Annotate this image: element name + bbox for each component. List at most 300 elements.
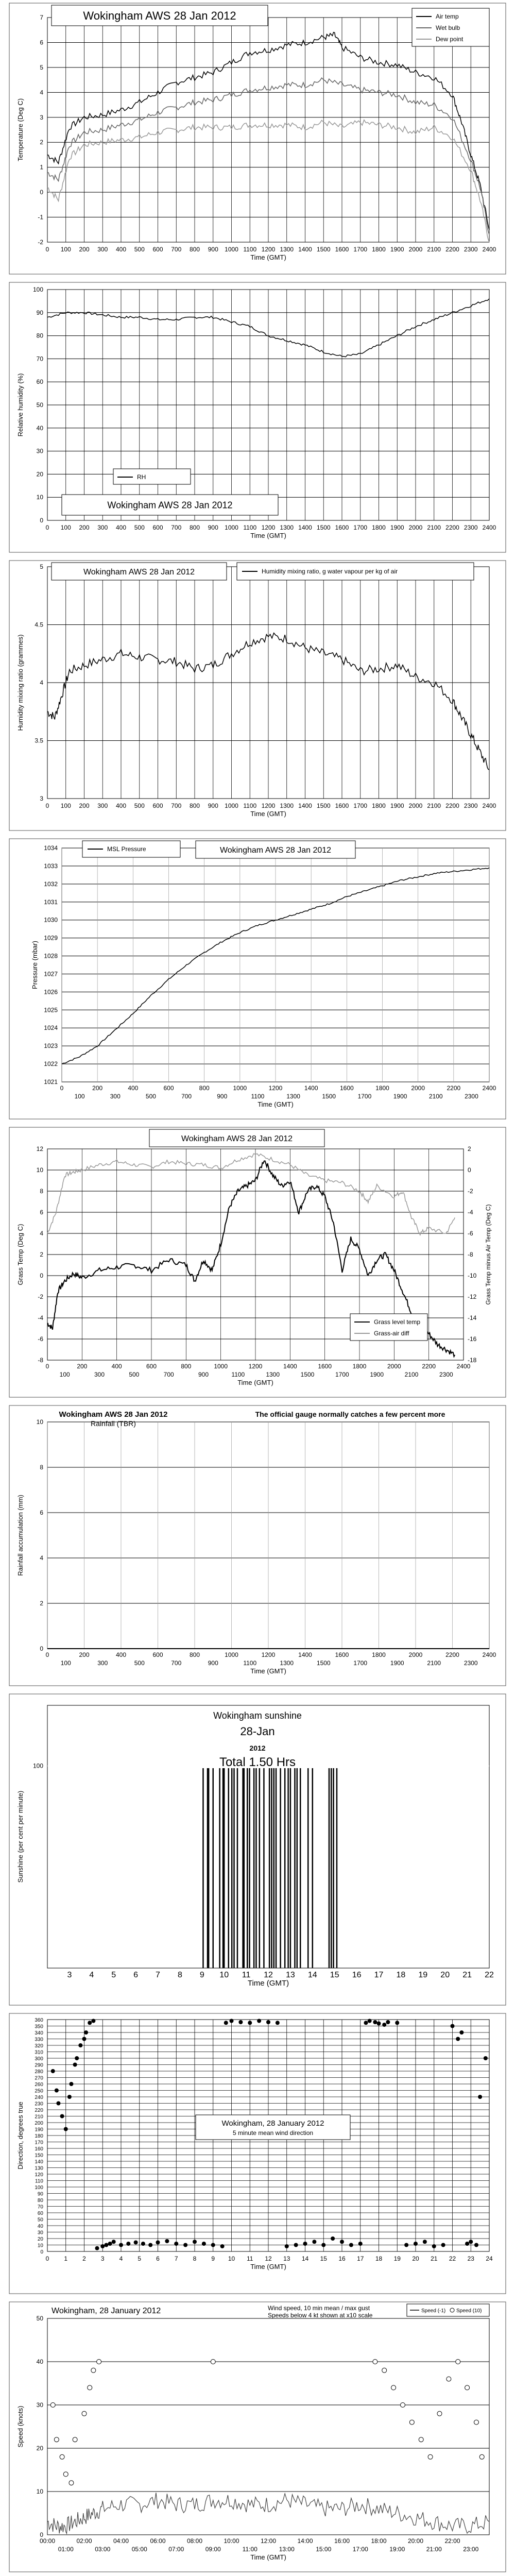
x-tick-label-major: 400 xyxy=(128,1084,139,1092)
direction-point xyxy=(441,2243,445,2247)
x-tick-label-minor: 2100 xyxy=(428,1093,443,1100)
x-tick-label-major: 1800 xyxy=(372,1651,386,1658)
x-tick-label: 11 xyxy=(247,2255,253,2262)
x-tick-label-minor: 1900 xyxy=(370,1371,384,1378)
y-tick-label: 60 xyxy=(36,378,43,386)
direction-point xyxy=(465,2242,469,2246)
direction-point xyxy=(112,2240,116,2244)
chart-title: Wokingham, 28 January 2012 xyxy=(221,2119,324,2128)
x-tick-label-major: 2200 xyxy=(422,1363,436,1370)
x-tick-label: 2000 xyxy=(408,524,423,531)
x-tick-label: 1100 xyxy=(243,524,257,531)
x-tick-label: 2200 xyxy=(445,524,459,531)
x-tick-label: 400 xyxy=(115,524,127,531)
direction-point xyxy=(224,2021,228,2025)
legend-label: Speed (-1) xyxy=(421,2308,446,2314)
direction-point xyxy=(220,2244,225,2248)
legend-label: Wet bulb xyxy=(436,24,460,31)
mixing-ratio-chart xyxy=(0,556,515,835)
x-tick-label-major: 20:00 xyxy=(407,2537,424,2545)
speed-point xyxy=(82,2411,87,2416)
x-tick-label: 300 xyxy=(97,524,108,531)
x-tick-label: 3 xyxy=(67,1971,72,1979)
y-tick-label: -4 xyxy=(38,1314,43,1321)
x-tick-label: 1400 xyxy=(298,802,312,809)
x-tick-label-major: 1400 xyxy=(304,1084,318,1092)
direction-point xyxy=(238,2020,243,2024)
direction-point xyxy=(230,2019,234,2023)
x-tick-label: 2100 xyxy=(427,524,441,531)
x-tick-label: 500 xyxy=(134,246,145,253)
x-tick-label: 2000 xyxy=(408,802,423,809)
x-tick-label: 1600 xyxy=(335,524,349,531)
chart-subtitle: Rainfall (TBR) xyxy=(91,1419,136,1428)
speed-point xyxy=(60,2454,64,2459)
y-tick-label: 1027 xyxy=(44,970,58,978)
speed-point xyxy=(419,2437,423,2442)
x-tick-label-minor: 1700 xyxy=(335,1371,349,1378)
pressure-chart xyxy=(0,835,515,1123)
x-tick-label: 1300 xyxy=(280,802,294,809)
y-tick-label: 5 xyxy=(40,563,43,570)
legend-label: Dew point xyxy=(436,36,464,43)
x-tick-label-major: 1400 xyxy=(298,1651,312,1658)
x-tick-label-major: 1600 xyxy=(339,1084,354,1092)
x-tick-label: 8 xyxy=(193,2255,197,2262)
x-tick-label: 300 xyxy=(97,246,108,253)
x-tick-label: 7 xyxy=(156,1971,160,1979)
direction-point xyxy=(56,2102,60,2106)
x-tick-label: 12 xyxy=(265,2255,272,2262)
x-tick-label-major: 800 xyxy=(189,1651,200,1658)
x-axis-label: Time (GMT) xyxy=(250,532,286,539)
y-tick-label: 12 xyxy=(36,1145,43,1153)
chart-subtitle: 5 minute mean wind direction xyxy=(232,2129,314,2137)
y-axis-label: Pressure (mbar) xyxy=(31,941,39,989)
x-tick-label-major: 800 xyxy=(199,1084,210,1092)
x-tick-label-minor: 15:00 xyxy=(316,2546,332,2553)
x-tick-label-major: 14:00 xyxy=(297,2537,313,2545)
y-tick-label: 1021 xyxy=(44,1078,58,1086)
x-tick-label: 22 xyxy=(449,2255,456,2262)
y-tick-label: -6 xyxy=(38,1335,43,1343)
x-tick-label-minor: 1500 xyxy=(322,1093,336,1100)
x-tick-label-major: 08:00 xyxy=(186,2537,203,2545)
grass-temperature-panel xyxy=(0,1123,515,1401)
x-tick-label-major: 2000 xyxy=(411,1084,425,1092)
y-tick-label-right: -2 xyxy=(468,1188,473,1195)
x-tick-label: 2300 xyxy=(464,524,478,531)
x-tick-label: 200 xyxy=(79,802,90,809)
x-axis-label: Time (GMT) xyxy=(250,810,286,818)
x-tick-label-minor: 01:00 xyxy=(58,2546,74,2553)
y-tick-label: 40 xyxy=(36,2358,43,2365)
y-axis-label: Direction, degrees true xyxy=(16,2102,24,2170)
x-tick-label-minor: 1500 xyxy=(300,1371,315,1378)
direction-point xyxy=(148,2243,152,2247)
direction-point xyxy=(478,2095,482,2099)
x-tick-label: 1500 xyxy=(316,246,331,253)
speed-point xyxy=(50,2403,55,2408)
x-tick-label-major: 1000 xyxy=(225,1651,238,1658)
y-tick-label: 1023 xyxy=(44,1042,58,1050)
y-tick-label: 2 xyxy=(40,139,43,146)
y-tick-label: 90 xyxy=(37,2191,43,2197)
direction-point xyxy=(276,2021,280,2025)
y-tick-label: 0 xyxy=(40,1645,43,1652)
x-tick-label: 1100 xyxy=(243,802,257,809)
legend-label: Speed (10) xyxy=(456,2308,482,2314)
x-tick-label: 300 xyxy=(97,802,108,809)
x-tick-label-major: 18:00 xyxy=(371,2537,387,2545)
y-tick-label: 1029 xyxy=(44,934,58,942)
x-tick-label: 2000 xyxy=(408,246,423,253)
x-tick-label-major: 1800 xyxy=(375,1084,389,1092)
wind-speed-panel xyxy=(0,2298,515,2576)
x-tick-label: 6 xyxy=(133,1971,139,1979)
direction-point xyxy=(104,2243,108,2247)
x-tick-label-major: 22:00 xyxy=(444,2537,460,2545)
y-tick-label: 50 xyxy=(36,401,43,409)
x-tick-label-minor: 1100 xyxy=(251,1093,265,1100)
y-tick-label: 100 xyxy=(35,2185,43,2191)
direction-point xyxy=(340,2240,344,2244)
x-tick-label-minor: 09:00 xyxy=(205,2546,221,2553)
x-tick-label: 600 xyxy=(152,802,163,809)
direction-point xyxy=(377,2022,381,2026)
direction-point xyxy=(119,2243,123,2247)
y-axis-label: Humidity mixing ratio (grammes) xyxy=(16,634,24,731)
direction-point xyxy=(100,2244,105,2248)
x-tick-label: 2100 xyxy=(427,802,441,809)
direction-point xyxy=(67,2095,72,2099)
x-tick-label: 100 xyxy=(60,524,71,531)
y-tick-label: 30 xyxy=(36,447,43,455)
direction-point xyxy=(423,2240,427,2244)
x-tick-label: 4 xyxy=(89,1971,94,1979)
pressure-panel xyxy=(0,835,515,1123)
chart-title: Wokingham AWS 28 Jan 2012 xyxy=(107,500,233,511)
y-tick-label: 280 xyxy=(35,2069,43,2075)
x-tick-label: 1500 xyxy=(316,802,331,809)
x-tick-label-major: 200 xyxy=(92,1084,103,1092)
x-tick-label-minor: 21:00 xyxy=(426,2546,442,2553)
direction-point xyxy=(51,2069,55,2073)
x-tick-label: 10 xyxy=(228,2255,235,2262)
humidity-chart xyxy=(0,278,515,556)
direction-point xyxy=(78,2043,82,2047)
x-tick-label-major: 2200 xyxy=(445,1651,459,1658)
total-label: Total 1.50 Hrs xyxy=(219,1755,296,1769)
direction-point xyxy=(193,2240,197,2244)
direction-point xyxy=(312,2240,316,2244)
y-tick-label: 150 xyxy=(35,2153,43,2159)
y-tick-label: 50 xyxy=(36,2315,43,2322)
x-tick-label-minor: 700 xyxy=(181,1093,192,1100)
y-tick-label: 230 xyxy=(35,2101,43,2107)
y-tick-label: 320 xyxy=(35,2043,43,2049)
x-tick-label: 18 xyxy=(375,2255,383,2262)
x-tick-label: 10 xyxy=(219,1971,229,1979)
y-tick-label: 340 xyxy=(35,2030,43,2036)
x-tick-label: 17 xyxy=(357,2255,364,2262)
x-tick-label-minor: 300 xyxy=(97,1659,108,1667)
speed-point xyxy=(373,2360,377,2364)
speed-point xyxy=(97,2360,101,2364)
direction-point xyxy=(134,2241,138,2245)
speed-point xyxy=(63,2472,68,2477)
y-tick-label: 1034 xyxy=(44,844,58,852)
y-tick-label: 1022 xyxy=(44,1060,58,1068)
x-tick-label-major: 0 xyxy=(45,1363,49,1370)
x-tick-label: 11 xyxy=(242,1971,251,1979)
y-axis-label: Rainfall accumulation (mm) xyxy=(16,1495,24,1576)
x-tick-label-minor: 2300 xyxy=(439,1371,453,1378)
y-tick-label: 20 xyxy=(36,2445,43,2452)
chart-title: Wokingham AWS 28 Jan 2012 xyxy=(59,1410,168,1419)
direction-point xyxy=(349,2243,353,2247)
x-tick-label: 19 xyxy=(393,2255,401,2262)
y-tick-label-right: -18 xyxy=(468,1357,477,1364)
x-tick-label-minor: 1500 xyxy=(316,1659,331,1667)
x-tick-label: 600 xyxy=(152,524,163,531)
y-tick-label: 20 xyxy=(36,470,43,478)
x-tick-label: 800 xyxy=(189,524,200,531)
y-tick-label: 5 xyxy=(40,63,43,71)
speed-point xyxy=(88,2385,92,2390)
direction-point xyxy=(64,2127,68,2131)
x-tick-label-major: 1800 xyxy=(352,1363,367,1370)
y-tick-label: 0 xyxy=(40,1272,43,1279)
x-tick-label: 15 xyxy=(320,2255,327,2262)
y-tick-label: 120 xyxy=(35,2172,43,2178)
x-tick-label-minor: 300 xyxy=(110,1093,121,1100)
x-tick-label-major: 1200 xyxy=(261,1651,276,1658)
speed-point xyxy=(409,2420,414,2425)
x-tick-label: 1700 xyxy=(353,246,368,253)
x-axis-label: Time (GMT) xyxy=(250,2263,286,2270)
x-tick-label: 20 xyxy=(440,1971,450,1979)
y-tick-label: 50 xyxy=(37,2217,43,2223)
x-tick-label-major: 06:00 xyxy=(150,2537,166,2545)
x-tick-label-minor: 100 xyxy=(60,1659,71,1667)
y-tick-label: 3 xyxy=(40,113,43,121)
x-tick-label-minor: 07:00 xyxy=(168,2546,184,2553)
x-tick-label: 1800 xyxy=(372,246,386,253)
direction-point xyxy=(60,2114,64,2119)
y-tick-label: -2 xyxy=(38,1293,43,1300)
direction-point xyxy=(321,2243,325,2247)
x-tick-label: 1700 xyxy=(353,524,368,531)
x-tick-label: 15 xyxy=(330,1971,339,1979)
y-tick-label: 60 xyxy=(37,2211,43,2216)
direction-point xyxy=(432,2244,436,2248)
x-tick-label-minor: 23:00 xyxy=(463,2546,479,2553)
y-tick-label-right: 2 xyxy=(468,1145,471,1153)
x-tick-label: 6 xyxy=(156,2255,160,2262)
speed-point xyxy=(447,2377,451,2381)
x-tick-label: 5 xyxy=(111,1971,116,1979)
direction-point xyxy=(69,2082,73,2086)
x-tick-label-major: 400 xyxy=(111,1363,122,1370)
x-tick-label: 1400 xyxy=(298,524,312,531)
x-tick-label: 13 xyxy=(283,2255,290,2262)
y-tick-label: 180 xyxy=(35,2133,43,2139)
plot-area xyxy=(47,2318,489,2535)
speed-point xyxy=(428,2454,433,2459)
y-tick-label-right: -4 xyxy=(468,1209,473,1216)
y-tick-label: 0 xyxy=(40,189,43,196)
x-tick-label-major: 12:00 xyxy=(260,2537,277,2545)
y-tick-label: 0 xyxy=(40,517,43,524)
x-tick-label: 400 xyxy=(115,802,127,809)
direction-point xyxy=(364,2021,368,2025)
x-tick-label: 4 xyxy=(119,2255,123,2262)
x-tick-label-major: 200 xyxy=(77,1363,88,1370)
y-tick-label: 40 xyxy=(36,424,43,432)
y-tick-label: 4 xyxy=(40,89,43,96)
x-tick-label-major: 2000 xyxy=(408,1651,423,1658)
x-tick-label-major: 2000 xyxy=(387,1363,401,1370)
x-tick-label-minor: 1900 xyxy=(393,1093,407,1100)
y-tick-label: 1032 xyxy=(44,880,58,888)
x-tick-label-minor: 500 xyxy=(145,1093,156,1100)
legend-label: Grass-air diff xyxy=(374,1330,409,1337)
y-tick-label: 330 xyxy=(35,2037,43,2043)
x-tick-label-minor: 100 xyxy=(74,1093,85,1100)
speed-point xyxy=(382,2368,387,2372)
x-tick-label: 800 xyxy=(189,802,200,809)
x-tick-label: 16 xyxy=(352,1971,362,1979)
y-tick-label: 110 xyxy=(35,2178,43,2184)
chart-note-line: Wind speed, 10 min mean / max gust xyxy=(268,2304,370,2312)
x-axis-label: Time (GMT) xyxy=(250,1667,286,1675)
direction-point xyxy=(165,2239,169,2243)
x-axis-label: Time (GMT) xyxy=(237,1379,273,1386)
direction-point xyxy=(126,2242,130,2246)
x-tick-label-major: 10:00 xyxy=(224,2537,239,2545)
x-tick-label: 5 xyxy=(138,2255,142,2262)
y-tick-label: 250 xyxy=(35,2088,43,2094)
y-tick-label: 3 xyxy=(40,795,43,802)
x-tick-label: 24 xyxy=(486,2255,493,2262)
humidity-panel xyxy=(0,278,515,556)
sunshine-panel xyxy=(0,1690,515,2009)
x-tick-label-major: 1200 xyxy=(268,1084,283,1092)
direction-point xyxy=(202,2242,206,2246)
y-tick-label-right: -14 xyxy=(468,1314,477,1321)
x-tick-label-minor: 500 xyxy=(134,1659,145,1667)
direction-point xyxy=(84,2030,88,2035)
x-tick-label: 1000 xyxy=(225,524,238,531)
y-tick-label: 10 xyxy=(37,2243,43,2249)
direction-point xyxy=(474,2243,478,2247)
speed-point xyxy=(474,2420,478,2425)
x-tick-label-major: 0 xyxy=(45,1651,49,1658)
x-tick-label: 0 xyxy=(45,246,49,253)
direction-point xyxy=(404,2243,408,2247)
y-tick-label: 4 xyxy=(40,679,43,686)
speed-point xyxy=(437,2411,442,2416)
x-tick-label: 19 xyxy=(418,1971,428,1979)
x-tick-label: 21 xyxy=(431,2255,438,2262)
x-tick-label: 0 xyxy=(45,802,49,809)
x-tick-label-major: 2200 xyxy=(447,1084,461,1092)
speed-point xyxy=(211,2360,215,2364)
y-tick-label: 10 xyxy=(36,1418,43,1426)
x-tick-label-minor: 17:00 xyxy=(352,2546,368,2553)
x-tick-label: 2 xyxy=(82,2255,86,2262)
y-tick-label: 190 xyxy=(35,2127,43,2133)
x-tick-label: 21 xyxy=(462,1971,472,1979)
x-tick-label-minor: 700 xyxy=(171,1659,182,1667)
legend-label: RH xyxy=(137,473,146,481)
y-tick-label: 300 xyxy=(35,2056,43,2062)
direction-point xyxy=(382,2023,386,2027)
y-axis-label: Sunshine (per cent per minute) xyxy=(16,1790,24,1883)
y-tick-label: 1 xyxy=(40,163,43,171)
y-tick-label: 1033 xyxy=(44,862,58,870)
x-tick-label: 800 xyxy=(189,246,200,253)
x-tick-label-major: 2400 xyxy=(456,1363,471,1370)
x-tick-label: 100 xyxy=(60,802,71,809)
rainfall-panel xyxy=(0,1401,515,1690)
direction-point xyxy=(257,2019,261,2023)
x-tick-label: 700 xyxy=(171,802,182,809)
chart-title: Wokingham sunshine xyxy=(213,1710,302,1721)
x-tick-label: 9 xyxy=(199,1971,204,1979)
y-tick-label: 0 xyxy=(40,2531,43,2538)
direction-point xyxy=(73,2063,77,2067)
x-tick-label-minor: 1900 xyxy=(390,1659,404,1667)
x-tick-label: 20 xyxy=(412,2255,419,2262)
y-tick-label: 7 xyxy=(40,14,43,21)
x-tick-label-minor: 1700 xyxy=(357,1093,372,1100)
x-tick-label-minor: 1100 xyxy=(243,1659,257,1667)
chart-note: The official gauge normally catches a few percent more xyxy=(255,1410,445,1418)
direction-point xyxy=(456,2037,460,2041)
y-axis-label: Temperature (Deg C) xyxy=(16,98,24,162)
x-tick-label: 0 xyxy=(45,524,49,531)
direction-point xyxy=(303,2242,307,2246)
y-tick-label: 10 xyxy=(36,2488,43,2495)
wind-direction-chart xyxy=(0,2009,515,2298)
direction-point xyxy=(484,2056,488,2060)
x-tick-label: 14 xyxy=(307,1971,317,1979)
x-tick-label: 500 xyxy=(134,802,145,809)
x-tick-label-major: 00:00 xyxy=(39,2537,56,2545)
x-tick-label: 22 xyxy=(485,1971,494,1979)
x-tick-label-minor: 700 xyxy=(163,1371,174,1378)
direction-point xyxy=(395,2021,399,2025)
y-tick-label: 8 xyxy=(40,1464,43,1471)
x-tick-label-major: 600 xyxy=(152,1651,163,1658)
direction-point xyxy=(95,2246,99,2250)
x-tick-label: 2400 xyxy=(482,246,496,253)
y-tick-label-right: -6 xyxy=(468,1230,473,1237)
x-tick-label: 2200 xyxy=(445,802,459,809)
x-tick-label-major: 400 xyxy=(115,1651,127,1658)
direction-point xyxy=(469,2240,473,2244)
chart-title: Wokingham AWS 28 Jan 2012 xyxy=(219,845,332,855)
y-tick-label: 140 xyxy=(35,2159,43,2165)
chart-title: Wokingham AWS 28 Jan 2012 xyxy=(83,567,195,577)
x-tick-label-minor: 05:00 xyxy=(131,2546,147,2553)
direction-point xyxy=(91,2019,95,2023)
direction-point xyxy=(82,2037,87,2041)
x-tick-label-minor: 2100 xyxy=(404,1371,419,1378)
direction-point xyxy=(459,2030,464,2035)
